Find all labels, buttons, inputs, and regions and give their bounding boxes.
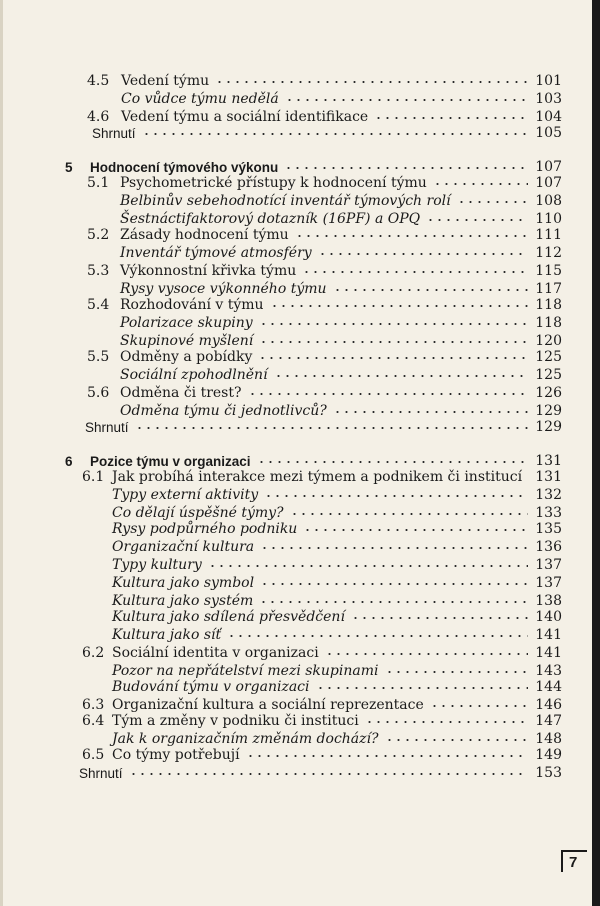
toc-entry-number: 6.2: [82, 645, 105, 661]
toc-entry-page: 110: [535, 211, 562, 227]
toc-entry: [0, 574, 600, 592]
toc-entry: [0, 90, 600, 108]
dot-leader: [433, 179, 528, 189]
toc-entry-title: Shrnutí: [92, 126, 136, 141]
toc-entry-page: 131: [535, 469, 562, 485]
toc-entry-title: Budování týmu v organizaci: [112, 679, 310, 695]
dot-leader: [135, 423, 528, 433]
toc-entry-title: Shrnutí: [79, 766, 123, 781]
toc-entry: [0, 746, 600, 764]
toc-entry-title: Organizační kultura a sociální reprezentace: [112, 697, 424, 713]
toc-entry-page: 112: [535, 245, 562, 261]
dot-leader: [365, 717, 528, 727]
dot-leader: [303, 525, 528, 535]
toc-entry-title: Co týmy potřebují: [112, 747, 240, 763]
toc-entry: [0, 348, 600, 366]
toc-entry-title: Zásady hodnocení týmu: [120, 227, 289, 243]
dot-leader: [385, 735, 528, 745]
toc-entry: [0, 384, 600, 402]
toc-entry-page: 118: [535, 297, 562, 313]
toc-entry-number: 4.5: [87, 73, 110, 89]
toc-entry: [0, 244, 600, 262]
toc-entry-title: Pozice týmu v organizaci: [90, 454, 251, 469]
toc-entry-page: 153: [535, 765, 562, 781]
toc-entry-title: Skupinové myšlení: [120, 333, 254, 349]
toc-entry-title: Belbinův sebehodnotící inventář týmových rolí: [120, 193, 451, 209]
toc-entry-page: 136: [535, 539, 562, 555]
toc-entry-number: 6: [65, 454, 73, 469]
toc-entry-number: 5.1: [87, 175, 110, 191]
toc-entry-title: Kultura jako systém: [112, 593, 254, 609]
toc-entry-page: 104: [535, 109, 562, 125]
toc-entry: [0, 262, 600, 280]
toc-entry-page: 131: [535, 453, 562, 469]
dot-leader: [260, 579, 528, 589]
dot-leader: [426, 215, 528, 225]
toc-entry-page: 133: [535, 505, 562, 521]
toc-entry-title: Shrnutí: [85, 420, 129, 435]
toc-entry-page: 149: [535, 747, 562, 763]
toc-entry-title: Polarizace skupiny: [120, 315, 253, 331]
toc-entry-page: 129: [535, 419, 562, 435]
toc-entry: [0, 764, 600, 782]
dot-leader: [385, 667, 529, 677]
toc-entry-title: Sociální zpohodlnění: [120, 367, 268, 383]
toc-entry-number: 6.1: [82, 469, 105, 485]
toc-entry-page: 107: [535, 159, 562, 175]
dot-leader: [318, 249, 528, 259]
dot-leader: [351, 613, 528, 623]
toc-entry: [0, 192, 600, 210]
toc-entry-title: Jak probíhá interakce mezi týmem a podnikem či institucí: [112, 469, 523, 485]
dot-leader: [246, 751, 528, 761]
toc-entry-title: Odměna či trest?: [120, 385, 242, 401]
toc-entry-title: Pozor na nepřátelství mezi skupinami: [112, 663, 379, 679]
toc-entry-number: 5: [65, 160, 73, 175]
toc-entry-page: 137: [535, 557, 562, 573]
toc-entry: [0, 556, 600, 574]
toc-entry-title: Rozhodování v týmu: [120, 297, 264, 313]
dot-leader: [264, 491, 528, 501]
toc-entry: [0, 468, 600, 486]
toc-entry-title: Sociální identita v organizaci: [112, 645, 319, 661]
toc-entry-page: 147: [535, 713, 562, 729]
dot-leader: [259, 597, 528, 607]
toc-entry-title: Inventář týmové atmosféry: [120, 245, 312, 261]
toc-entry-number: 5.3: [87, 263, 110, 279]
toc-entry-number: 5.4: [87, 297, 110, 313]
dot-leader: [430, 701, 528, 711]
toc-entry: [0, 296, 600, 314]
toc-entry: [0, 226, 600, 244]
toc-entry: [0, 644, 600, 662]
page-folio: 7: [561, 850, 587, 872]
toc-entry-title: Rysy vysoce výkonného týmu: [120, 281, 327, 297]
toc-entry-title: Co dělají úspěšné týmy?: [112, 505, 284, 521]
dot-leader: [257, 457, 528, 467]
dot-leader: [333, 285, 528, 295]
toc-entry-title: Hodnocení týmového výkonu: [90, 160, 279, 175]
dot-leader: [227, 631, 528, 641]
dot-leader: [274, 371, 528, 381]
toc-entry: [0, 712, 600, 730]
toc-entry-page: 148: [535, 731, 562, 747]
dot-leader: [325, 649, 528, 659]
toc-entry-page: 143: [535, 663, 562, 679]
toc-entry: [0, 608, 600, 626]
toc-entry-page: 111: [535, 227, 562, 243]
toc-entry-page: 140: [535, 609, 562, 625]
toc-entry-page: 125: [535, 367, 562, 383]
toc-entry-page: 126: [535, 385, 562, 401]
toc-entry: [0, 314, 600, 332]
toc-entry-title: Kultura jako síť: [112, 627, 222, 643]
dot-leader: [285, 95, 528, 105]
toc-entry-page: 135: [535, 521, 562, 537]
toc-entry: [0, 366, 600, 384]
toc-entry-title: Jak k organizačním změnám dochází?: [112, 731, 379, 747]
toc-entry: [0, 486, 600, 504]
toc-entry-title: Typy externí aktivity: [112, 487, 259, 503]
toc-entry-number: 5.6: [87, 385, 110, 401]
toc-entry-title: Organizační kultura: [112, 539, 255, 555]
dot-leader: [142, 129, 528, 139]
toc-entry-number: 4.6: [87, 109, 110, 125]
toc-entry-title: Odměna týmu či jednotlivců?: [120, 403, 327, 419]
toc-entry-page: 101: [535, 73, 562, 89]
toc-entry: [0, 174, 600, 192]
toc-entry-number: 5.5: [87, 349, 110, 365]
dot-leader: [333, 407, 528, 417]
toc-entry-page: 103: [535, 91, 562, 107]
dot-leader: [258, 353, 528, 363]
toc-entry-title: Šestnáctifaktorový dotazník (16PF) a OPQ: [120, 211, 421, 227]
toc-entry-title: Odměny a pobídky: [120, 349, 253, 365]
toc-entry: [0, 124, 600, 142]
toc-entry-page: 141: [535, 645, 562, 661]
toc-entry-page: 146: [535, 697, 562, 713]
dot-leader: [302, 267, 528, 277]
toc-entry-page: 129: [535, 403, 562, 419]
toc-entry-page: 138: [535, 593, 562, 609]
toc-entry-number: 6.3: [82, 697, 105, 713]
dot-leader: [374, 113, 528, 123]
toc-entry-page: 144: [535, 679, 562, 695]
toc-entry-page: 117: [535, 281, 562, 297]
dot-leader: [284, 163, 528, 173]
toc-entry: [0, 520, 600, 538]
toc-entry-page: 132: [535, 487, 562, 503]
toc-entry-page: 125: [535, 349, 562, 365]
dot-leader: [316, 683, 529, 693]
dot-leader: [270, 301, 528, 311]
dot-leader: [259, 337, 528, 347]
toc-entry-title: Rysy podpůrného podniku: [112, 521, 298, 537]
toc-entry: [0, 418, 600, 436]
dot-leader: [248, 389, 528, 399]
toc-entry-number: 6.4: [82, 713, 105, 729]
toc-entry-page: 115: [535, 263, 562, 279]
toc-entry-title: Výkonnostní křivka týmu: [120, 263, 297, 279]
toc-entry-page: 105: [535, 125, 562, 141]
dot-leader: [259, 319, 528, 329]
toc-entry: [0, 72, 600, 90]
toc-entry-title: Typy kultury: [112, 557, 202, 573]
toc-entry-title: Vedení týmu a sociální identifikace: [121, 109, 369, 125]
toc-entry-page: 120: [535, 333, 562, 349]
toc-entry-title: Kultura jako symbol: [112, 575, 255, 591]
toc-entry-page: 107: [535, 175, 562, 191]
dot-leader: [295, 231, 528, 241]
toc-entry-page: 118: [535, 315, 562, 331]
toc-entry-number: 6.5: [82, 747, 105, 763]
toc-entry: [0, 538, 600, 556]
toc-entry: [0, 626, 600, 644]
dot-leader: [215, 77, 528, 87]
toc-entry: [0, 678, 600, 696]
toc-entry-page: 141: [535, 627, 562, 643]
toc-entry-title: Vedení týmu: [121, 73, 210, 89]
dot-leader: [260, 543, 528, 553]
toc-entry-title: Psychometrické přístupy k hodnocení týmu: [120, 175, 427, 191]
toc-entry-title: Kultura jako sdílená přesvědčení: [112, 609, 345, 625]
toc-entry-title: Tým a změny v podniku či instituci: [112, 713, 359, 729]
toc-entry-page: 108: [535, 193, 562, 209]
toc-entry-title: Co vůdce týmu nedělá: [121, 91, 279, 107]
dot-leader: [208, 561, 528, 571]
dot-leader: [129, 769, 528, 779]
dot-leader: [290, 509, 528, 519]
toc-entry-page: 137: [535, 575, 562, 591]
dot-leader: [457, 197, 528, 207]
toc-entry-number: 5.2: [87, 227, 110, 243]
